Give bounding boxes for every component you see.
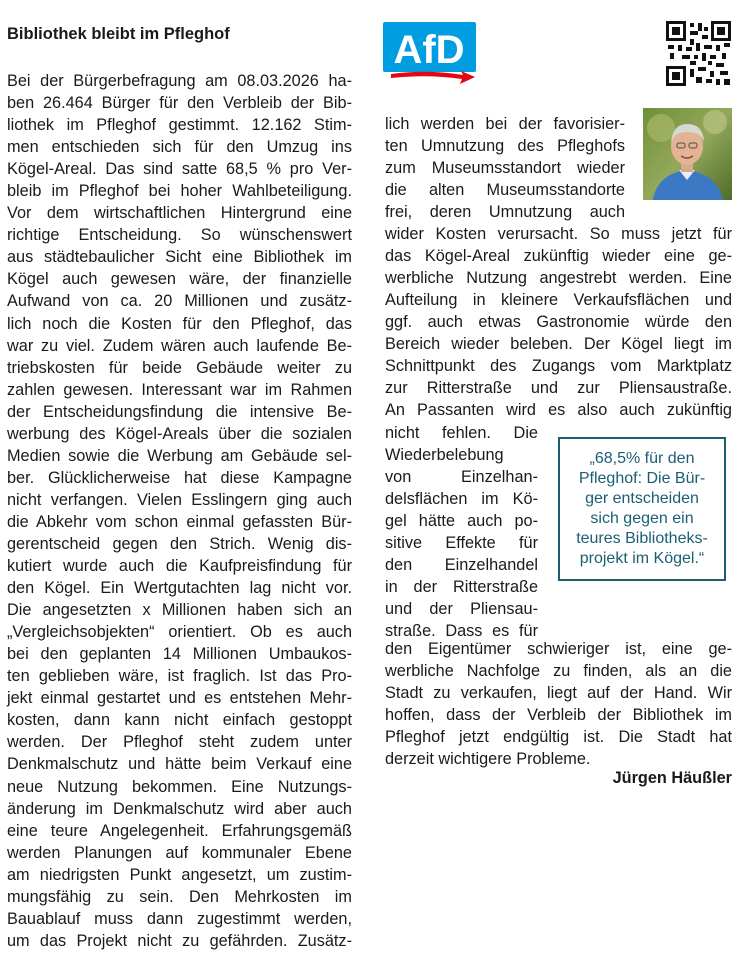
quote-line: „68,5% für den <box>589 450 695 467</box>
text-line: jekt einmal gestartet und es entstehen Mehr- <box>7 689 352 708</box>
text-line: bleib im Pfleghof bei hoher Wahlbeteiligung. <box>7 182 352 201</box>
text-line: An Passanten wird es also auch zukünftig <box>385 401 732 420</box>
text-line: lich noch die Kosten für den Pfleghof, das <box>7 314 352 333</box>
body-column-right-top <box>385 113 625 223</box>
text-line: das Kögel-Areal zukünftig wieder eine ge- <box>385 247 732 266</box>
text-line: werbliche Nutzung angestrebt werden. Eine <box>385 269 732 288</box>
text-line: ggf. auch etwas Gastronomie würde den <box>385 313 732 332</box>
text-line: ben 26.464 Bürger für den Verbleib der Bib- <box>7 94 352 113</box>
text-line: werden. Der Pfleghof steht zudem unter <box>7 733 352 752</box>
text-line: delsflächen im Kö- <box>385 490 538 509</box>
text-line: änderung im Denkmalschutz wird aber auch <box>7 799 352 818</box>
text-line: den Einzelhandel <box>385 556 538 575</box>
text-line: derzeit wichtigere Probleme. <box>385 750 591 769</box>
text-line: liothek im Pfleghof gestimmt. 12.162 Stim- <box>7 116 352 135</box>
author-portrait <box>643 108 732 200</box>
text-line: am niedrigsten Punkt angesetzt, um zustim- <box>7 865 352 884</box>
text-line: von Einzelhan- <box>385 468 538 487</box>
text-line: Pfleghof jetzt endgültig ist. Die Stadt hat <box>385 728 732 747</box>
text-line: Die angesetzten x Millionen haben sich an <box>7 601 352 620</box>
text-line: ten geblieben wäre, ist fraglich. Ist das Pro- <box>7 667 352 686</box>
text-line: kosten, dann kann nicht einfach gestoppt <box>7 711 352 730</box>
text-line: die Abkehr vom schon einmal gefassten Bür- <box>7 512 352 531</box>
text-line: Bei der Bürgerbefragung am 08.03.2026 ha- <box>7 72 352 90</box>
text-line: triebskosten für beide Gebäude weiter zu <box>7 358 352 377</box>
text-line: Denkmalschutz und hätte beim Verkauf eine <box>7 755 352 774</box>
text-line: men entschieden sich für den Umzug ins <box>7 138 352 157</box>
logo-text: AfD <box>393 28 465 72</box>
text-line: werbung des Kögel-Areals über die sozialen <box>7 424 352 443</box>
quote-line: sich gegen ein <box>590 510 694 527</box>
text-line: ber. Glücklicherweise hat diese Kampagne <box>7 468 352 487</box>
text-line: den Eigentümer schwieriger ist, eine ge- <box>385 640 732 658</box>
text-line: nicht verfangen. Vielen Esslingern ging auch <box>7 490 352 509</box>
text-line: lich werden bei der favorisier- <box>385 115 625 133</box>
quote-line: teures Bibliotheks- <box>576 530 708 547</box>
text-line: Medien sowie die Werbung am Gebäude sel- <box>7 446 352 465</box>
text-line: zur Ritterstraße und zur Pliensaustraße. <box>385 379 732 398</box>
pull-quote <box>558 437 726 581</box>
text-line: aus städtebaulicher Sicht eine Bibliothek im <box>7 248 352 267</box>
text-line: und der Pliensau- <box>385 600 538 619</box>
quote-line: projekt im Kögel.“ <box>579 550 705 567</box>
author-name: Jürgen Häußler <box>612 769 732 787</box>
text-line: kutiert wurde auch die Kaufpreisfindung für <box>7 557 352 576</box>
text-line: bei den geplanten 14 Millionen Umbaukos- <box>7 645 352 664</box>
body-column-right-narrow <box>385 422 538 642</box>
text-line: Vor dem wirtschaftlichen Hintergrund eine <box>7 204 352 223</box>
text-line: wider Kosten verursacht. So muss jetzt für <box>385 225 732 243</box>
text-line: in der Ritterstraße <box>385 578 538 597</box>
qr-code-icon[interactable] <box>666 21 731 86</box>
text-line: zahlen gewesen. Interessant war im Rahmen <box>7 380 352 399</box>
text-line: gerentscheid gegen den Strich. Wenig dis- <box>7 534 352 553</box>
text-line: frei, deren Umnutzung auch <box>385 203 625 222</box>
text-line: eine teure Angelegenheit. Erfahrungsgemäß <box>7 821 352 840</box>
text-line: werbliche Nachfolge zu finden, als an die <box>385 662 732 681</box>
text-line: Aufwand von ca. 20 Millionen und zusätz- <box>7 292 352 311</box>
text-line: mungsfähig zu sein. Den Mehrkosten im <box>7 887 352 906</box>
text-line: den Kögel. Ein Wertgutachten lag nicht vor. <box>7 579 352 598</box>
text-line: nicht fehlen. Die <box>385 424 538 442</box>
body-column-right-mid <box>385 223 732 421</box>
text-line: Kögel-Areal. Das sind satte 68,5 % pro Ver- <box>7 160 352 179</box>
text-line: Kögel auch gewesen wäre, der finanzielle <box>7 270 352 289</box>
text-line: straße. Dass es für <box>385 622 538 641</box>
text-line: sitive Effekte für <box>385 534 538 553</box>
text-line: richtige Entscheidung. So wünschenswert <box>7 226 352 245</box>
text-line: Schnittpunkt des Zugangs vom Marktplatz <box>385 357 732 376</box>
pull-quote-text <box>576 449 708 569</box>
quote-line: ger entscheiden <box>585 490 699 507</box>
text-line: zum Museumsstandort wieder <box>385 159 625 178</box>
text-line: die alten Museumsstandorte <box>385 181 625 200</box>
article-title: Bibliothek bleibt im Pfleghof <box>7 25 230 43</box>
text-line: Stadt zu verkaufen, liegt auf der Hand. Wir <box>385 684 732 703</box>
quote-line: Pfleghof: Die Bür- <box>578 470 706 487</box>
text-line: um das Projekt nicht zu gefährden. Zusätz- <box>7 931 352 950</box>
text-line: ten Umnutzung des Pfleghofs <box>385 137 625 156</box>
text-line: Bereich wieder beleben. Der Kögel liegt im <box>385 335 732 354</box>
text-line: der Entscheidungsfindung die intensive Be- <box>7 402 352 421</box>
body-column-right-bottom <box>385 638 732 770</box>
text-line: hoffen, dass der Verbleib der Bibliothek im <box>385 706 732 725</box>
party-logo <box>383 22 476 90</box>
text-line: Wiederbelebung <box>385 446 504 465</box>
text-line: neue Nutzung bekommen. Eine Nutzungs- <box>7 777 352 796</box>
text-line: „Vergleichsobjekten“ orientiert. Ob es auch <box>7 623 352 642</box>
text-line: war zu viel. Zudem wären auch laufende Be- <box>7 336 352 355</box>
text-line: werden Planungen auf kommunaler Ebene <box>7 843 352 862</box>
text-line: Aufteilung in kleinere Verkaufsflächen und <box>385 291 732 310</box>
text-line: gel hätte auch po- <box>385 512 538 531</box>
body-column-left <box>7 70 352 952</box>
text-line: Bauablauf muss dann zugestimmt werden, <box>7 909 352 928</box>
